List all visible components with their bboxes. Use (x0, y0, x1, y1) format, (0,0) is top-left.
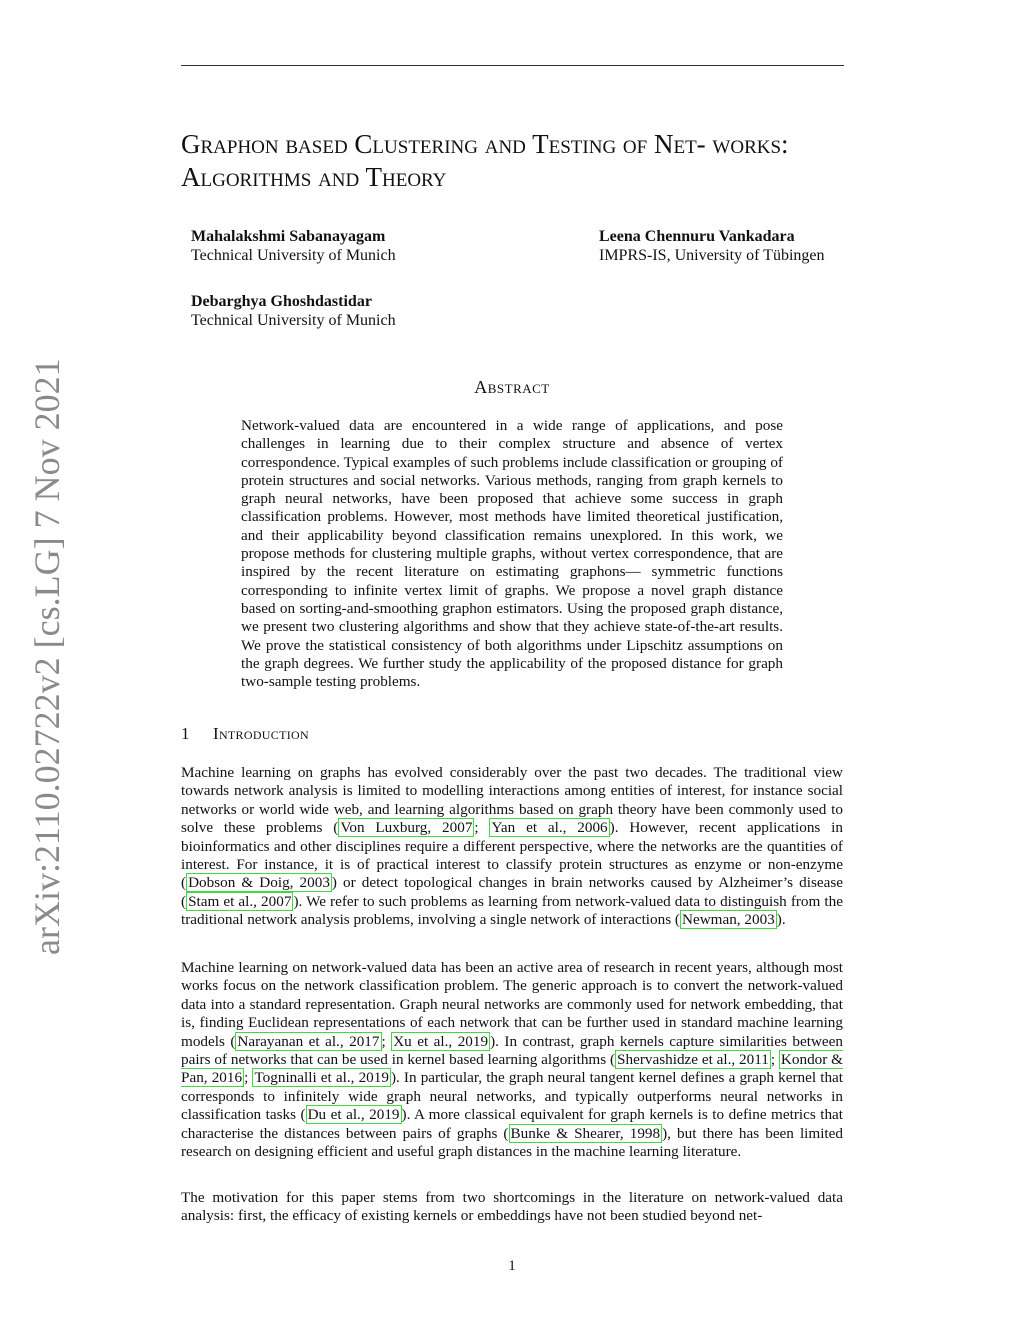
author-name: Debarghya Ghoshdastidar (191, 293, 372, 310)
page-number: 1 (508, 1258, 516, 1274)
section-number: 1 (181, 724, 190, 743)
paragraph-text: ; (381, 1032, 392, 1050)
abstract-text: Network-valued data are encountered in a wide range of applications, and pose challenges in learning due to their complex structure and absence of vertex correspondence. Typical examples of such problems include classification or grouping of protein structures and social networks. Various methods, ranging from graph kernels to graph neural networks, have been proposed that achieve some success in graph classification problems. However, most methods have limited theoretical justification, and their applicability beyond classification remains unexplored. In this work, we propose methods for clustering multiple graphs, without vertex correspondence, that are inspired by the recent literature on estimating graphons— symmetric functions corresponding to infinite vertex limit of graphs. We propose a novel graph distance based on sorting-and-smoothing graphon estimators. Using the proposed graph distance, we present two clustering algorithms and show that they achieve state-of-the-art results. We prove the statistical consistency of both algorithms under Lipschitz assumptions on the graph degrees. We further study the applicability of the proposed distance for graph two-sample testing problems. (241, 417, 783, 691)
paragraph-text: ). (776, 911, 786, 929)
paragraph-text: ), but there has been limited research on designing efficient and useful graph distances in the machine learning literature. (181, 1124, 843, 1161)
author-affiliation: Technical University of Munich (191, 246, 396, 264)
paragraph-text: ; (244, 1069, 253, 1087)
paragraph-text: ). In contrast, graph kernels capture similarities between pairs of networks that can be used in kernel based learning algorithms ( (181, 1032, 843, 1069)
author-block-3 (191, 293, 396, 330)
paragraph-text: ). In particular, the graph neural tangent kernel defines a graph kernel that corresponds to infinitely wide graph neural networks, and typically outperforms neural networks in classification tasks ( (181, 1069, 844, 1124)
citation-link[interactable]: Von Luxburg, 2007 (340, 819, 473, 837)
abstract-heading: Abstract (474, 377, 550, 397)
citation-link[interactable]: Dobson & Doig, 2003 (188, 874, 330, 892)
author-block-2 (599, 228, 824, 265)
section-heading-introduction (181, 724, 309, 744)
citation-link[interactable]: Narayanan et al., 2017 (237, 1032, 380, 1050)
author-affiliation: Technical University of Munich (191, 311, 396, 329)
citation-link[interactable]: Kondor & Pan, 2016 (181, 1051, 843, 1087)
paragraph-text: ). A more classical equivalent for graph kernels is to define metrics that characterise the distances between pairs of graphs ( (181, 1106, 844, 1142)
paragraph-text: ; (770, 1051, 779, 1069)
paragraph-text: Machine learning on network-valued data has been an active area of research in recent years, although most works focus on the network classification problem. The generic approach is to convert the network-valued data into a standard representation. Graph neural networks are commonly used for network embedding, that is, finding Euclidean representations of each network that can be further used in standard machine learning models ( (181, 959, 843, 1050)
intro-paragraph-2 (181, 959, 843, 1161)
author-block-1 (191, 228, 396, 265)
citation-link[interactable]: Togninalli et al., 2019 (254, 1069, 389, 1087)
author-name: Mahalakshmi Sabanayagam (191, 228, 386, 245)
citation-link[interactable]: Xu et al., 2019 (393, 1032, 489, 1050)
author-affiliation: IMPRS-IS, University of Tübingen (599, 246, 825, 264)
author-name: Leena Chennuru Vankadara (599, 228, 795, 245)
paragraph-text: ) or detect topological changes in brain networks caused by Alzheimer’s disease ( (181, 874, 843, 910)
citation-link[interactable]: Stam et al., 2007 (188, 892, 292, 910)
citation-link[interactable]: Du et al., 2019 (307, 1106, 400, 1124)
paragraph-text: Machine learning on graphs has evolved considerably over the past two decades. The traditional view towards network analysis is limited to modelling interactions among entities of interest, for instance social networks or world wide web, and learning algorithms based on graph theory have been commonly used to solve these problems ( (181, 764, 843, 837)
intro-paragraph-1 (181, 764, 843, 930)
paragraph-text: ; (474, 819, 490, 837)
paragraph-text: ). However, recent applications in bioinformatics and other disciplines require a different perspective, where the networks are the quantities of interest. For instance, it is of practical interest to classify protein structures as enzyme or non-enzyme ( (181, 819, 843, 892)
citation-link[interactable]: Shervashidze et al., 2011 (617, 1051, 769, 1069)
top-rule (181, 65, 844, 66)
paper-title: Graphon based Clustering and Testing of Net- works: Algorithms and Theory (181, 129, 789, 192)
arxiv-identifier-stamp: arXiv:2110.02722v2 [cs.LG] 7 Nov 2021 (27, 358, 67, 955)
citation-link[interactable]: Bunke & Shearer, 1998 (510, 1124, 661, 1142)
intro-paragraph-3: The motivation for this paper stems from two shortcomings in the literature on network-valued data analysis: first, the efficacy of existing kernels or embeddings have not been studied beyond net- (181, 1189, 843, 1225)
citation-link[interactable]: Newman, 2003 (681, 911, 775, 929)
section-title: Introduction (213, 724, 309, 743)
citation-link[interactable]: Yan et al., 2006 (491, 819, 608, 837)
paragraph-text: ). We refer to such problems as learning from network-valued data to distinguish from the traditional network analysis problems, involving a single network of interactions ( (181, 892, 843, 929)
